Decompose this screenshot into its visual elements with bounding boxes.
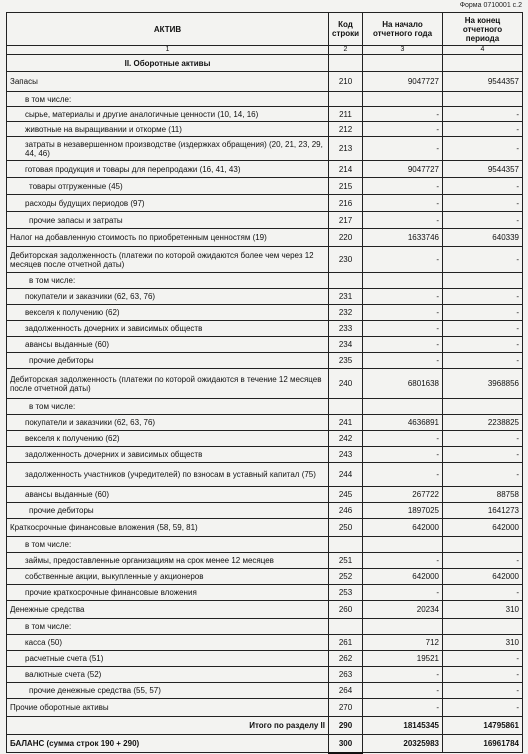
row-begin-value: 712 bbox=[363, 635, 443, 651]
row-end-value: - bbox=[443, 107, 523, 122]
row-code: 232 bbox=[329, 305, 363, 321]
col-number-2: 2 bbox=[329, 46, 363, 55]
row-code: 214 bbox=[329, 161, 363, 178]
row-begin-value: - bbox=[363, 353, 443, 369]
table-row bbox=[7, 122, 523, 137]
row-code: 251 bbox=[329, 553, 363, 569]
row-name: прочие дебиторы bbox=[7, 353, 329, 369]
row-name: Дебиторская задолженность (платежи по которой ожидаются в течение 12 месяцев после отчетной даты) bbox=[7, 369, 329, 399]
row-end-value: - bbox=[443, 651, 523, 667]
row-code: 264 bbox=[329, 683, 363, 699]
row-name: расчетные счета (51) bbox=[7, 651, 329, 667]
row-begin-value: - bbox=[363, 247, 443, 273]
row-end-value: 88758 bbox=[443, 487, 523, 503]
row-end-value: - bbox=[443, 431, 523, 447]
row-begin-value: 18145345 bbox=[363, 717, 443, 735]
table-row bbox=[7, 273, 523, 289]
table-row bbox=[7, 699, 523, 717]
row-code: 252 bbox=[329, 569, 363, 585]
table-row bbox=[7, 337, 523, 353]
row-name: животные на выращивании и откорме (11) bbox=[7, 122, 329, 137]
table-row bbox=[7, 247, 523, 273]
row-end-value: - bbox=[443, 337, 523, 353]
row-begin-value bbox=[363, 619, 443, 635]
row-end-value: 9544357 bbox=[443, 161, 523, 178]
row-name: задолженность дочерних и зависимых обществ bbox=[7, 321, 329, 337]
row-name: задолженность участников (учредителей) по взносам в уставный капитал (75) bbox=[7, 463, 329, 487]
row-code: 231 bbox=[329, 289, 363, 305]
row-begin-value: 4636891 bbox=[363, 415, 443, 431]
row-name: прочие краткосрочные финансовые вложения bbox=[7, 585, 329, 601]
row-end-value: 9544357 bbox=[443, 72, 523, 92]
row-code bbox=[329, 399, 363, 415]
row-begin-value: - bbox=[363, 305, 443, 321]
row-begin-value: - bbox=[363, 289, 443, 305]
row-name: Краткосрочные финансовые вложения (58, 59, 81) bbox=[7, 519, 329, 537]
table-row bbox=[7, 683, 523, 699]
table-row bbox=[7, 137, 523, 161]
row-begin-value: - bbox=[363, 122, 443, 137]
table-row bbox=[7, 229, 523, 247]
row-begin-value: - bbox=[363, 321, 443, 337]
row-name: товары отгруженные (45) bbox=[7, 178, 329, 195]
table-row bbox=[7, 72, 523, 92]
table-row bbox=[7, 415, 523, 431]
row-code: 213 bbox=[329, 137, 363, 161]
table-row bbox=[7, 619, 523, 635]
row-name: векселя к получению (62) bbox=[7, 305, 329, 321]
table-row bbox=[7, 717, 523, 735]
row-begin-value: - bbox=[363, 683, 443, 699]
form-code: Форма 0710001 с.2 bbox=[459, 2, 522, 9]
row-name: собственные акции, выкупленные у акционеров bbox=[7, 569, 329, 585]
row-end-value: - bbox=[443, 667, 523, 683]
table-row bbox=[7, 321, 523, 337]
row-name: Запасы bbox=[7, 72, 329, 92]
row-code bbox=[329, 273, 363, 289]
row-begin-value: 6801638 bbox=[363, 369, 443, 399]
row-begin-value: - bbox=[363, 553, 443, 569]
row-name: в том числе: bbox=[7, 92, 329, 107]
row-name: Налог на добавленную стоимость по приобретенным ценностям (19) bbox=[7, 229, 329, 247]
row-code: 263 bbox=[329, 667, 363, 683]
row-end-value: - bbox=[443, 137, 523, 161]
row-begin-value bbox=[363, 92, 443, 107]
row-end-value: 642000 bbox=[443, 519, 523, 537]
table-row bbox=[7, 503, 523, 519]
row-begin-value: - bbox=[363, 178, 443, 195]
row-begin-value: 642000 bbox=[363, 569, 443, 585]
row-code: 262 bbox=[329, 651, 363, 667]
row-name: прочие дебиторы bbox=[7, 503, 329, 519]
row-name: затраты в незавершенном производстве (издержках обращения) (20, 21, 23, 29, 44, 46) bbox=[7, 137, 329, 161]
row-code: 210 bbox=[329, 72, 363, 92]
row-code: 220 bbox=[329, 229, 363, 247]
row-end-value: - bbox=[443, 699, 523, 717]
row-name: авансы выданные (60) bbox=[7, 337, 329, 353]
row-end-value: - bbox=[443, 289, 523, 305]
row-name: прочие денежные средства (55, 57) bbox=[7, 683, 329, 699]
table-row bbox=[7, 635, 523, 651]
row-end-value: - bbox=[443, 447, 523, 463]
row-code: 230 bbox=[329, 247, 363, 273]
row-begin-value: 1633746 bbox=[363, 229, 443, 247]
row-code: 250 bbox=[329, 519, 363, 537]
table-row bbox=[7, 601, 523, 619]
row-name: в том числе: bbox=[7, 537, 329, 553]
table-row bbox=[7, 161, 523, 178]
balance-table bbox=[6, 12, 523, 754]
row-name: задолженность дочерних и зависимых обществ bbox=[7, 447, 329, 463]
row-begin-value: - bbox=[363, 447, 443, 463]
row-name: в том числе: bbox=[7, 399, 329, 415]
row-code: 270 bbox=[329, 699, 363, 717]
row-end-value: 640339 bbox=[443, 229, 523, 247]
row-end-value: - bbox=[443, 585, 523, 601]
row-begin-value: - bbox=[363, 212, 443, 229]
table-row bbox=[7, 212, 523, 229]
row-name: Денежные средства bbox=[7, 601, 329, 619]
row-code: 217 bbox=[329, 212, 363, 229]
row-code: 215 bbox=[329, 178, 363, 195]
row-code: 240 bbox=[329, 369, 363, 399]
row-name: прочие запасы и затраты bbox=[7, 212, 329, 229]
row-begin-value: 9047727 bbox=[363, 161, 443, 178]
row-begin-value bbox=[363, 399, 443, 415]
row-end-value: 310 bbox=[443, 635, 523, 651]
row-code: 246 bbox=[329, 503, 363, 519]
row-code: 242 bbox=[329, 431, 363, 447]
row-code bbox=[329, 92, 363, 107]
table-row bbox=[7, 447, 523, 463]
row-begin-value: 1897025 bbox=[363, 503, 443, 519]
table-row bbox=[7, 305, 523, 321]
row-name: векселя к получению (62) bbox=[7, 431, 329, 447]
row-end-value: - bbox=[443, 247, 523, 273]
row-begin-value: - bbox=[363, 699, 443, 717]
table-row bbox=[7, 519, 523, 537]
row-begin-value: - bbox=[363, 107, 443, 122]
row-code bbox=[329, 537, 363, 553]
row-end-value bbox=[443, 92, 523, 107]
row-end-value: - bbox=[443, 212, 523, 229]
row-name: авансы выданные (60) bbox=[7, 487, 329, 503]
row-end-value bbox=[443, 619, 523, 635]
table-row bbox=[7, 735, 523, 753]
table-row bbox=[7, 353, 523, 369]
row-end-value: - bbox=[443, 683, 523, 699]
row-name: займы, предоставленные организациям на срок менее 12 месяцев bbox=[7, 553, 329, 569]
header-begin: На начало отчетного года bbox=[363, 13, 443, 46]
col-number-3: 3 bbox=[363, 46, 443, 55]
header-activ: АКТИВ bbox=[7, 13, 329, 46]
row-code: 234 bbox=[329, 337, 363, 353]
row-code: 235 bbox=[329, 353, 363, 369]
table-row bbox=[7, 585, 523, 601]
row-code: 245 bbox=[329, 487, 363, 503]
row-begin-value: 19521 bbox=[363, 651, 443, 667]
header-code: Код строки bbox=[329, 13, 363, 46]
row-name: расходы будущих периодов (97) bbox=[7, 195, 329, 212]
row-name: БАЛАНС (сумма строк 190 + 290) bbox=[7, 735, 329, 753]
row-code bbox=[329, 619, 363, 635]
row-name: покупатели и заказчики (62, 63, 76) bbox=[7, 289, 329, 305]
table-row bbox=[7, 553, 523, 569]
col-number-1: 1 bbox=[7, 46, 329, 55]
row-name: Дебиторская задолженность (платежи по которой ожидаются более чем через 12 месяцев после отчетной даты) bbox=[7, 247, 329, 273]
row-end-value: - bbox=[443, 195, 523, 212]
table-row bbox=[7, 399, 523, 415]
table-row bbox=[7, 107, 523, 122]
row-end-value: 14795861 bbox=[443, 717, 523, 735]
row-end-value: - bbox=[443, 178, 523, 195]
row-end-value: - bbox=[443, 122, 523, 137]
row-name: покупатели и заказчики (62, 63, 76) bbox=[7, 415, 329, 431]
row-end-value: - bbox=[443, 553, 523, 569]
row-name: готовая продукция и товары для перепродажи (16, 41, 43) bbox=[7, 161, 329, 178]
table-row bbox=[7, 667, 523, 683]
row-name: касса (50) bbox=[7, 635, 329, 651]
row-code: 243 bbox=[329, 447, 363, 463]
table-row bbox=[7, 537, 523, 553]
table-row bbox=[7, 487, 523, 503]
row-name: сырье, материалы и другие аналогичные ценности (10, 14, 16) bbox=[7, 107, 329, 122]
row-begin-value bbox=[363, 537, 443, 553]
row-end-value: 16961784 bbox=[443, 735, 523, 753]
row-end-value: 3968856 bbox=[443, 369, 523, 399]
row-begin-value: 20325983 bbox=[363, 735, 443, 753]
row-code: 290 bbox=[329, 717, 363, 735]
table-row bbox=[7, 369, 523, 399]
row-end-value bbox=[443, 537, 523, 553]
row-code: 300 bbox=[329, 735, 363, 753]
table-row bbox=[7, 431, 523, 447]
col-number-4: 4 bbox=[443, 46, 523, 55]
row-code: 211 bbox=[329, 107, 363, 122]
row-code: 241 bbox=[329, 415, 363, 431]
row-begin-value: 9047727 bbox=[363, 72, 443, 92]
row-end-value: - bbox=[443, 463, 523, 487]
table-row bbox=[7, 195, 523, 212]
row-end-value: 310 bbox=[443, 601, 523, 619]
row-name: Прочие оборотные активы bbox=[7, 699, 329, 717]
row-end-value: 1641273 bbox=[443, 503, 523, 519]
table-row bbox=[7, 569, 523, 585]
row-begin-value: - bbox=[363, 431, 443, 447]
row-end-value: - bbox=[443, 353, 523, 369]
row-begin-value: - bbox=[363, 585, 443, 601]
row-end-value: 642000 bbox=[443, 569, 523, 585]
row-name: Итого по разделу II bbox=[7, 717, 329, 735]
row-begin-value: 642000 bbox=[363, 519, 443, 537]
row-code: 260 bbox=[329, 601, 363, 619]
row-end-value: - bbox=[443, 321, 523, 337]
row-name: в том числе: bbox=[7, 619, 329, 635]
row-end-value bbox=[443, 399, 523, 415]
table-row bbox=[7, 651, 523, 667]
row-begin-value bbox=[363, 273, 443, 289]
row-begin-value: - bbox=[363, 463, 443, 487]
table-row bbox=[7, 289, 523, 305]
row-begin-value: - bbox=[363, 667, 443, 683]
row-code: 233 bbox=[329, 321, 363, 337]
row-begin-value: - bbox=[363, 137, 443, 161]
row-end-value: 2238825 bbox=[443, 415, 523, 431]
row-code: 253 bbox=[329, 585, 363, 601]
row-code: 244 bbox=[329, 463, 363, 487]
row-code: 212 bbox=[329, 122, 363, 137]
row-end-value bbox=[443, 273, 523, 289]
row-code: 216 bbox=[329, 195, 363, 212]
row-name: в том числе: bbox=[7, 273, 329, 289]
table-row bbox=[7, 463, 523, 487]
section-title: II. Оборотные активы bbox=[7, 55, 329, 72]
header-end: На конец отчетного периода bbox=[443, 13, 523, 46]
row-begin-value: - bbox=[363, 337, 443, 353]
row-begin-value: 20234 bbox=[363, 601, 443, 619]
row-begin-value: 267722 bbox=[363, 487, 443, 503]
row-code: 261 bbox=[329, 635, 363, 651]
row-end-value: - bbox=[443, 305, 523, 321]
row-begin-value: - bbox=[363, 195, 443, 212]
table-row bbox=[7, 178, 523, 195]
table-row bbox=[7, 92, 523, 107]
row-name: валютные счета (52) bbox=[7, 667, 329, 683]
